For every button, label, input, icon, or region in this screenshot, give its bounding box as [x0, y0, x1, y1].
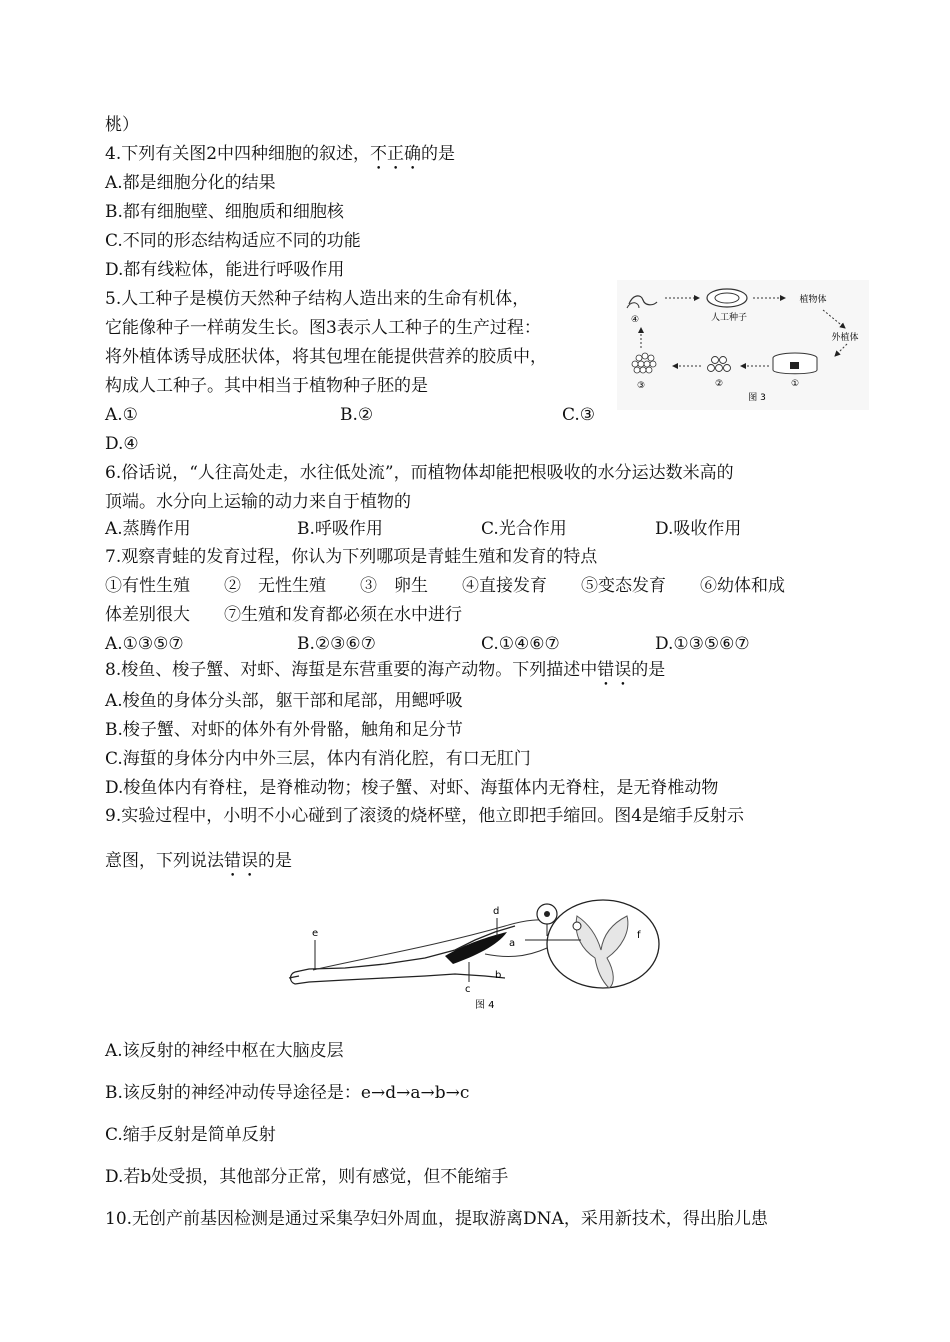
arm-outline — [289, 926, 515, 984]
label-2: ② — [714, 379, 724, 389]
text-line: 桃） — [105, 115, 139, 135]
label-b: b — [495, 970, 502, 981]
question-9-line-2: 意图，下列说法错误的是 — [105, 851, 292, 871]
option-4a: A.都是细胞分化的结果 — [105, 173, 276, 193]
option-8d: D.梭鱼体内有脊柱，是脊椎动物；梭子蟹、对虾、海蜇体内无脊柱，是无脊椎动物 — [105, 778, 719, 798]
muscle — [445, 932, 507, 964]
question-6-line-1: 6.俗话说，“人往高处走，水往低处流”，而植物体却能把根吸收的水分运达数米高的 — [105, 463, 734, 483]
question-5-line-4: 构成人工种子。其中相当于植物种子胚的是 — [105, 376, 428, 396]
nerve-fibers — [313, 920, 573, 970]
option-7a: A.①③⑤⑦ — [105, 634, 184, 654]
option-4d: D.都有线粒体，能进行呼吸作用 — [105, 260, 345, 280]
question-5-line-1: 5.人工种子是模仿天然种子结构人造出来的生命有机体， — [105, 289, 530, 309]
option-9d: D.若b处受损，其他部分正常，则有感觉，但不能缩手 — [105, 1167, 509, 1187]
option-6a: A.蒸腾作用 — [105, 519, 191, 539]
label-plant: 植物体 — [799, 295, 827, 305]
option-8b: B.梭子蟹、对虾的体外有外骨骼，触角和足分节 — [105, 720, 463, 740]
question-10-line-1: 10.无创产前基因检测是通过采集孕妇外周血，提取游离DNA，采用新技术，得出胎儿患 — [105, 1209, 768, 1229]
culture-dish-1 — [773, 353, 817, 374]
artificial-seed — [707, 289, 747, 307]
emphasis-text: 错误 — [224, 851, 258, 871]
option-7d: D.①③⑤⑥⑦ — [655, 634, 750, 654]
option-6b: B.呼吸作用 — [297, 519, 383, 539]
spinal-cord — [525, 900, 659, 988]
option-9b: B.该反射的神经冲动传导途径是：e→d→a→b→c — [105, 1083, 470, 1103]
label-4: ④ — [630, 315, 640, 325]
emphasis-text: 不正确 — [370, 144, 422, 164]
question-4-stem: 4.下列有关图2中四种细胞的叙述，不正确的是 — [105, 144, 456, 164]
question-6-line-2: 顶端。水分向上运输的动力来自于植物的 — [105, 492, 411, 512]
label-1: ① — [790, 379, 800, 389]
option-5a: A.① — [105, 405, 138, 425]
figure-3-caption: 图 3 — [748, 393, 766, 403]
question-8-stem: 8.梭鱼、梭子蟹、对虾、海蜇是东营重要的海产动物。下列描述中错误的是 — [105, 660, 666, 680]
option-4c: C.不同的形态结构适应不同的功能 — [105, 231, 361, 251]
question-5-line-3: 将外植体诱导成胚状体，将其包埋在能提供营养的胶质中， — [105, 347, 547, 367]
option-6d: D.吸收作用 — [655, 519, 742, 539]
option-7c: C.①④⑥⑦ — [481, 634, 560, 654]
label-3: ③ — [636, 381, 646, 391]
option-5c: C.③ — [562, 405, 596, 425]
option-8c: C.海蜇的身体分内中外三层，体内有消化腔，有口无肛门 — [105, 749, 531, 769]
option-6c: C.光合作用 — [481, 519, 567, 539]
figure-4-caption: 图 4 — [475, 1000, 495, 1011]
figure-4-reflex-arc — [285, 892, 665, 1012]
question-9-line-1: 9.实验过程中，小明不小心碰到了滚烫的烧杯壁，他立即把手缩回。图4是缩手反射示 — [105, 806, 745, 826]
question-7-line-3: 体差别很大 ⑦生殖和发育都必须在水中进行 — [105, 605, 462, 625]
option-5b: B.② — [340, 405, 374, 425]
option-4b: B.都有细胞壁、细胞质和细胞核 — [105, 202, 344, 222]
question-5-line-2: 它能像种子一样萌发生长。图3表示人工种子的生产过程： — [105, 318, 541, 338]
label-c: c — [465, 984, 471, 995]
option-8a: A.梭鱼的身体分头部，躯干部和尾部，用鳃呼吸 — [105, 691, 463, 711]
figure-3-artificial-seed — [617, 280, 869, 410]
option-5d: D.④ — [105, 434, 139, 454]
emphasis-text: 错误 — [597, 660, 632, 680]
question-7-line-2: ①有性生殖 ② 无性生殖 ③ 卵生 ④直接发育 ⑤变态发育 ⑥幼体和成 — [105, 576, 785, 596]
label-a: a — [509, 938, 516, 949]
label-explant: 外植体 — [831, 333, 859, 343]
label-artificial-seed: 人工种子 — [710, 313, 748, 323]
option-9c: C.缩手反射是简单反射 — [105, 1125, 276, 1145]
label-f: f — [637, 930, 641, 941]
label-d: d — [493, 906, 500, 917]
option-7b: B.②③⑥⑦ — [297, 634, 376, 654]
label-e: e — [312, 928, 319, 939]
question-7-line-1: 7.观察青蛙的发育过程，你认为下列哪项是青蛙生殖和发育的特点 — [105, 547, 598, 567]
option-9a: A.该反射的神经中枢在大脑皮层 — [105, 1041, 344, 1061]
